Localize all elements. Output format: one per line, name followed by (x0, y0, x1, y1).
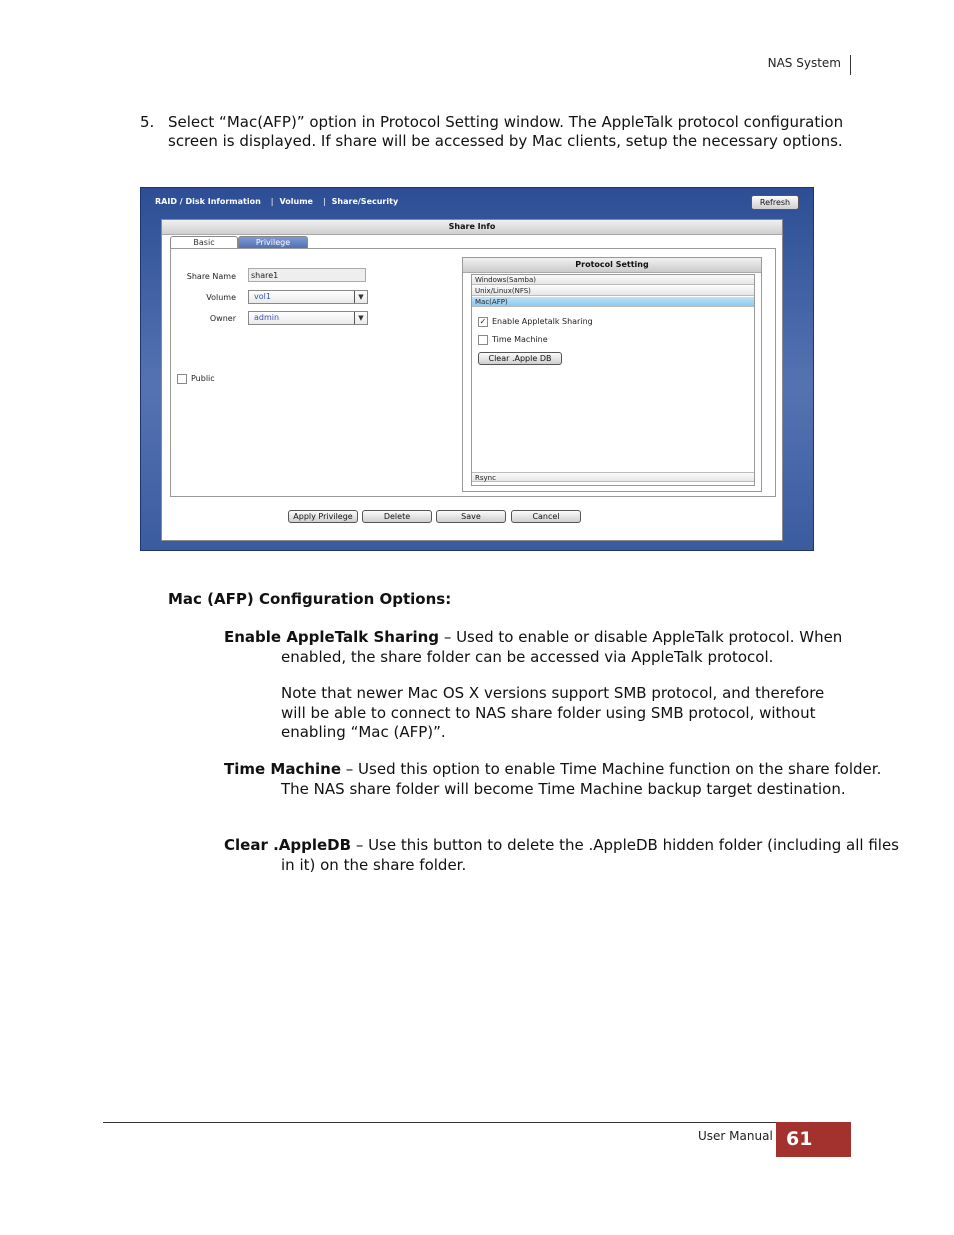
protocol-item-afp[interactable]: Mac(AFP) (472, 297, 754, 307)
section-title: Mac (AFP) Configuration Options: (168, 590, 452, 608)
header-divider (850, 55, 851, 75)
apply-privilege-button[interactable]: Apply Privilege (288, 510, 358, 523)
option-term: Time Machine (224, 760, 342, 778)
step-number: 5. (140, 113, 155, 131)
nav-volume[interactable]: Volume (279, 197, 313, 206)
enable-appletalk-label: Enable Appletalk Sharing (492, 317, 593, 326)
tab-basic[interactable]: Basic (170, 236, 238, 249)
owner-select[interactable] (248, 311, 368, 325)
option-desc: – Used this option to enable Time Machine function on the share folder. The NAS share folder will become Time Machine backup target destination. (281, 760, 882, 798)
chevron-down-icon: ▼ (354, 291, 367, 303)
page-number: 61 (776, 1122, 851, 1157)
public-label: Public (191, 374, 215, 383)
protocol-item-samba[interactable]: Windows(Samba) (472, 275, 754, 285)
option-term: Clear .AppleDB (224, 836, 352, 854)
option-desc: – Use this button to delete the .AppleDB hidden folder (including all files in it) on the share folder. (281, 836, 899, 874)
protocol-title: Protocol Setting (463, 258, 761, 273)
cancel-button[interactable]: Cancel (511, 510, 581, 523)
panel-title: Share Info (162, 220, 782, 235)
nav-separator: | (322, 197, 326, 206)
time-machine-checkbox[interactable] (478, 335, 488, 345)
protocol-item-rsync[interactable]: Rsync (472, 472, 754, 482)
nav-separator: | (270, 197, 274, 206)
volume-value: vol1 (254, 292, 271, 301)
option-enable-appletalk (224, 628, 911, 667)
tab-content (170, 248, 776, 497)
clear-appledb-button[interactable]: Clear .Apple DB (478, 352, 562, 365)
footer-label: User Manual (698, 1129, 773, 1143)
owner-label: Owner (209, 314, 236, 323)
share-name-label: Share Name (186, 272, 236, 281)
refresh-button[interactable]: Refresh (751, 195, 799, 210)
owner-value: admin (254, 313, 280, 322)
tab-privilege[interactable]: Privilege (238, 236, 308, 249)
chevron-down-icon: ▼ (354, 312, 367, 324)
protocol-setting-panel (462, 257, 762, 492)
top-nav (155, 197, 402, 206)
step-text: Select “Mac(AFP)” option in Protocol Setting window. The AppleTalk protocol configuration screen is displayed. If share will be accessed by Mac clients, setup the necessary options. (168, 113, 844, 150)
nav-raid-disk[interactable]: RAID / Disk Information (155, 197, 261, 206)
note-paragraph: Note that newer Mac OS X versions support SMB protocol, and therefore will be able to connect to NAS share folder using SMB protocol, without enabling “Mac (AFP)”. (281, 684, 825, 741)
ui-screenshot (140, 187, 814, 551)
public-checkbox[interactable] (177, 374, 187, 384)
delete-button[interactable]: Delete (362, 510, 432, 523)
protocol-list (471, 274, 755, 486)
share-info-panel (161, 219, 783, 541)
nav-share-security[interactable]: Share/Security (331, 197, 399, 206)
running-header: NAS System (767, 56, 841, 70)
option-time-machine (224, 760, 911, 799)
volume-label: Volume (206, 293, 236, 302)
save-button[interactable]: Save (436, 510, 506, 523)
protocol-item-nfs[interactable]: Unix/Linux(NFS) (472, 286, 754, 296)
enable-appletalk-checkbox[interactable]: ✓ (479, 317, 487, 326)
option-desc: – Used to enable or disable AppleTalk protocol. When enabled, the share folder can be accessed via AppleTalk protocol. (281, 628, 843, 666)
share-name-input[interactable]: share1 (248, 268, 366, 282)
option-clear-appledb (224, 836, 911, 875)
time-machine-label: Time Machine (492, 335, 548, 344)
option-term: Enable AppleTalk Sharing (224, 628, 440, 646)
footer-rule (103, 1122, 851, 1123)
volume-select[interactable] (248, 290, 368, 304)
